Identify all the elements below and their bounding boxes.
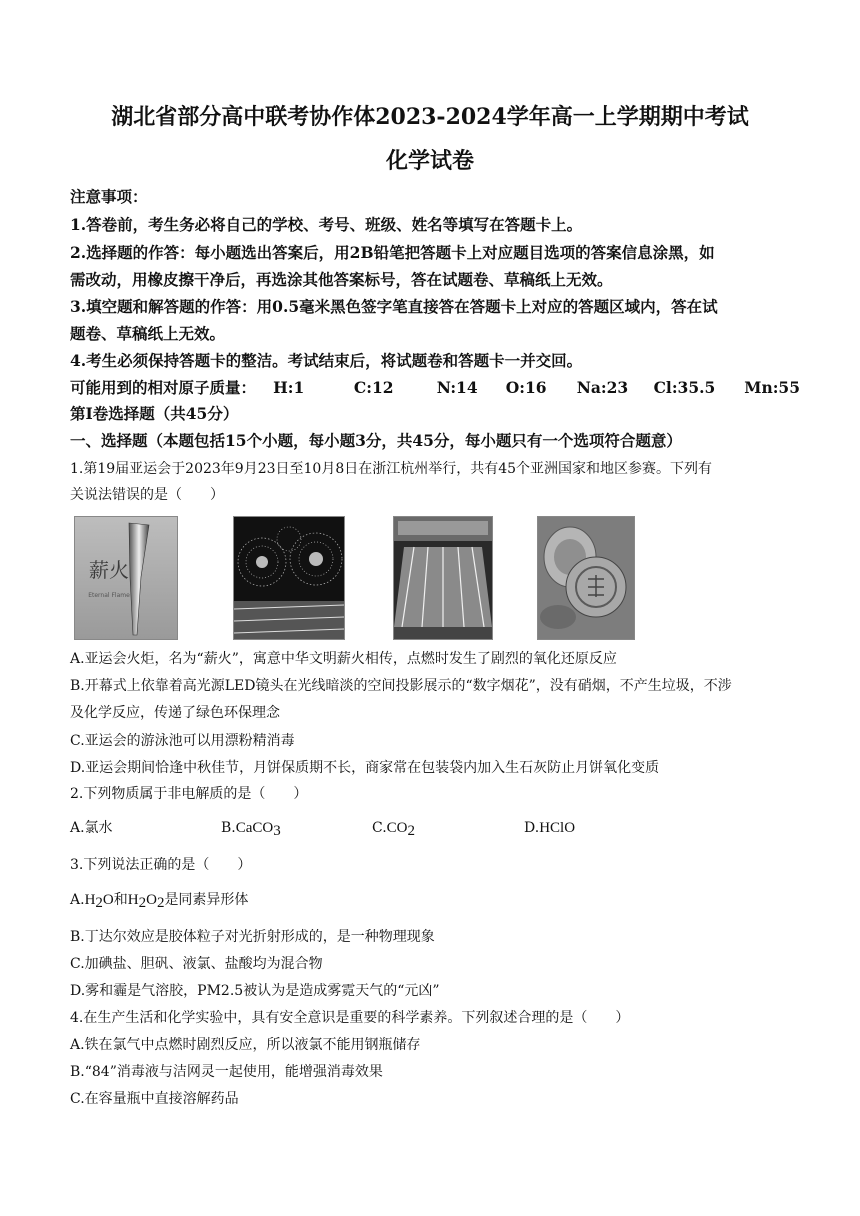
mass-o: O:16 [505, 378, 547, 397]
q3-stem: 3.下列说法正确的是（ ） [70, 857, 252, 873]
q1-stem-line1: 1.第19届亚运会于2023年9月23日至10月8日在浙江杭州举行，共有45个亚洲国家和地区参赛。下列有 [70, 461, 713, 477]
q4-stem: 4.在生产生活和化学实验中，具有安全意识是重要的科学素养。下列叙述合理的是（ ） [70, 1010, 630, 1026]
part-heading: 一、选择题（本题包括15个小题，每小题3分，共45分，每小题只有一个选项符合题意） [70, 431, 682, 450]
q4-option-b: B.“84”消毒液与洁网灵一起使用，能增强消毒效果 [70, 1064, 383, 1080]
q3-option-a: $A.H_2O$和$H_2O_2$是同素异形体 [70, 892, 249, 911]
mass-na: Na:23 [576, 378, 629, 397]
mass-h: H:1 [273, 378, 305, 397]
q2-option-b: B.CaCO$_3$ [221, 820, 281, 839]
q1-option-c: C.亚运会的游泳池可以用漂粉精消毒 [70, 733, 295, 749]
q1-option-a: A.亚运会火炬，名为“薪火”，寓意中华文明薪火相传，点燃时发生了剧烈的氧化还原反应 [70, 651, 617, 667]
q1-option-b: B.开幕式上依靠着高光源LED镜头在光线暗淡的空间投影展示的“数字烟花”，没有硝烟，不产生垃圾，不涉 [70, 678, 732, 694]
torch-image [74, 516, 178, 640]
fireworks-image [233, 516, 345, 640]
q3-option-b: B.丁达尔效应是胶体粒子对光折射形成的，是一种物理现象 [70, 929, 435, 945]
note-item-3-cont: 题卷、草稿纸上无效。 [70, 324, 226, 343]
mooncake-image [537, 516, 635, 640]
q4-option-a: A.铁在氯气中点燃时剧烈反应，所以液氯不能用钢瓶储存 [70, 1037, 421, 1053]
note-item-2: 2.选择题的作答：每小题选出答案后，用2B铅笔把答题卡上对应题目选项的答案信息涂黑，如 [70, 243, 715, 262]
torch-text: 薪火 [89, 558, 129, 582]
note-item-3: 3.填空题和解答题的作答：用0.5毫米黑色签字笔直接答在答题卡上对应的答题区域内，答在试 [70, 297, 718, 316]
exam-title: 湖北省部分高中联考协作体2023-2024学年高一上学期期中考试 [111, 104, 749, 130]
mass-cl: Cl:35.5 [653, 378, 716, 397]
notes-heading: 注意事项： [70, 187, 148, 206]
torch-caption: Eternal Flame [88, 592, 130, 599]
q2-options [70, 818, 800, 840]
mass-n: N:14 [436, 378, 478, 397]
volume-heading: 第Ⅰ卷选择题（共45分） [70, 404, 239, 423]
q2-stem: 2.下列物质属于非电解质的是（ ） [70, 786, 308, 802]
q3-option-c: C.加碘盐、胆矾、液氯、盐酸均为混合物 [70, 956, 323, 972]
exam-subtitle: 化学试卷 [385, 148, 474, 174]
atomic-masses-label: 可能用到的相对原子质量： [70, 378, 257, 397]
note-item-1: 1.答卷前，考生务必将自己的学校、考号、班级、姓名等填写在答题卡上。 [70, 215, 583, 234]
atomic-masses [70, 378, 800, 398]
swimming-pool-image [393, 516, 493, 640]
mass-c: C:12 [353, 378, 394, 397]
q1-option-b-cont: 及化学反应，传递了绿色环保理念 [70, 705, 280, 721]
mass-mn: Mn:55 [744, 378, 800, 397]
q2-option-d: D.HClO [524, 820, 576, 836]
q3-option-d: D.雾和霾是气溶胶，PM2.5被认为是造成雾霓天气的“元凶” [70, 983, 440, 999]
q2-option-a: A.氯水 [70, 820, 113, 836]
note-item-4: 4.考生必须保持答题卡的整洁。考试结束后，将试题卷和答题卡一并交回。 [70, 351, 583, 370]
note-item-2-cont: 需改动，用橡皮擦干净后，再选涂其他答案标号，答在试题卷、草稿纸上无效。 [70, 270, 613, 289]
q1-stem-line2: 关说法错误的是（ ） [70, 487, 224, 503]
q4-option-c: C.在容量瓶中直接溶解药品 [70, 1091, 239, 1107]
q2-option-c: $C.CO_2$ [372, 820, 416, 839]
q1-option-d: D.亚运会期间恰逢中秋佳节，月饼保质期不长，商家常在包装袋内加入生石灰防止月饼氧化变质 [70, 760, 660, 776]
